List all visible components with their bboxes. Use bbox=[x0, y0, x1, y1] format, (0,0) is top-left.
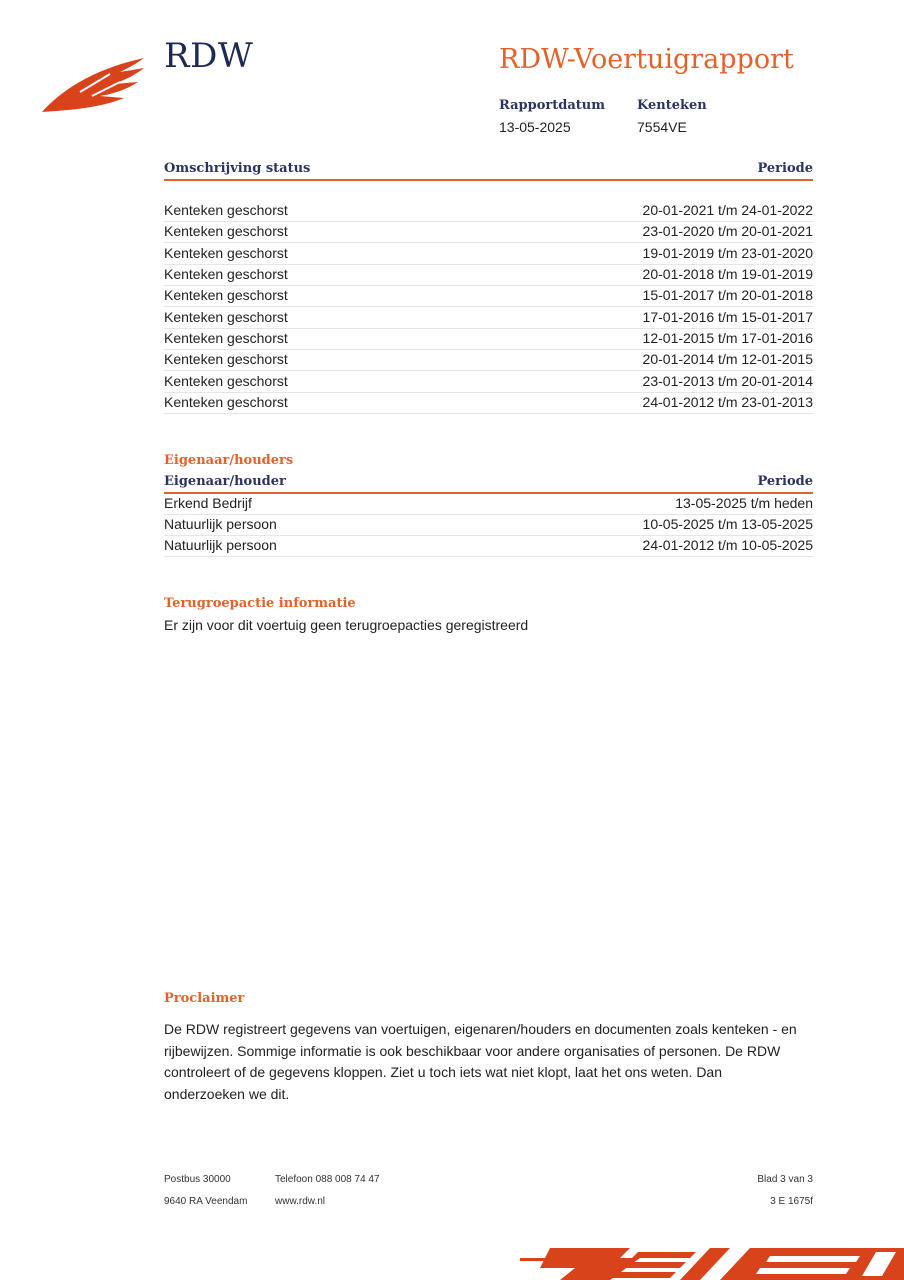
rdw-wing-logo bbox=[40, 52, 150, 116]
status-description: Kenteken geschorst bbox=[164, 373, 288, 389]
owner-row bbox=[164, 535, 813, 557]
status-header-rule bbox=[164, 179, 813, 181]
report-title: RDW-Voertuigrapport bbox=[499, 44, 794, 75]
plate-label: Kenteken bbox=[637, 98, 707, 113]
report-date-label: Rapportdatum bbox=[499, 98, 605, 113]
status-period: 23-01-2020 t/m 20-01-2021 bbox=[642, 223, 813, 239]
footer-address-line2: 9640 RA Veendam bbox=[164, 1196, 248, 1207]
status-description: Kenteken geschorst bbox=[164, 202, 288, 218]
status-description: Kenteken geschorst bbox=[164, 330, 288, 346]
report-date-value: 13-05-2025 bbox=[499, 119, 571, 135]
footer-phone: Telefoon 088 008 74 47 bbox=[275, 1174, 380, 1185]
status-period: 20-01-2018 t/m 19-01-2019 bbox=[642, 266, 813, 282]
status-col-period: Periode bbox=[757, 161, 813, 176]
owners-col-owner: Eigenaar/houder bbox=[164, 474, 286, 489]
status-period: 17-01-2016 t/m 15-01-2017 bbox=[642, 309, 813, 325]
status-row bbox=[164, 285, 813, 307]
status-row bbox=[164, 328, 813, 350]
owner-name: Erkend Bedrijf bbox=[164, 495, 252, 511]
owner-row bbox=[164, 493, 813, 515]
footer-website[interactable]: www.rdw.nl bbox=[275, 1196, 326, 1207]
owner-name: Natuurlijk persoon bbox=[164, 516, 277, 532]
status-period: 19-01-2019 t/m 23-01-2020 bbox=[642, 245, 813, 261]
status-row bbox=[164, 221, 813, 243]
owner-row bbox=[164, 514, 813, 536]
status-description: Kenteken geschorst bbox=[164, 245, 288, 261]
recall-text: Er zijn voor dit voertuig geen terugroepacties geregistreerd bbox=[164, 617, 529, 633]
status-row bbox=[164, 307, 813, 329]
footer-page-number: Blad 3 van 3 bbox=[757, 1174, 813, 1185]
status-period: 23-01-2013 t/m 20-01-2014 bbox=[642, 373, 813, 389]
owners-section-title: Eigenaar/houders bbox=[164, 453, 294, 468]
status-period: 15-01-2017 t/m 20-01-2018 bbox=[642, 287, 813, 303]
status-period: 20-01-2021 t/m 24-01-2022 bbox=[642, 202, 813, 218]
status-row bbox=[164, 243, 813, 265]
proclaimer-text: De RDW registreert gegevens van voertuigen, eigenaren/houders en documenten zoals kenteken - en rijbewijzen. Sommige informatie is ook beschikbaar voor andere organisaties of personen. De RDW controleert of de gegevens kloppen. Ziet u toch iets wat niet klopt, laat het ons weten. Dan onderzoeken we dit. bbox=[164, 1021, 797, 1102]
status-period: 24-01-2012 t/m 23-01-2013 bbox=[642, 394, 813, 410]
status-description: Kenteken geschorst bbox=[164, 351, 288, 367]
recall-section-title: Terugroepactie informatie bbox=[164, 596, 356, 611]
status-col-description: Omschrijving status bbox=[164, 161, 311, 176]
owner-period: 13-05-2025 t/m heden bbox=[675, 495, 813, 511]
status-row bbox=[164, 349, 813, 371]
decorative-stripes-graphic bbox=[520, 1242, 904, 1280]
status-description: Kenteken geschorst bbox=[164, 394, 288, 410]
owners-col-period: Periode bbox=[757, 474, 813, 489]
footer-document-code: 3 E 1675f bbox=[770, 1196, 813, 1207]
plate-value: 7554VE bbox=[637, 119, 687, 135]
status-description: Kenteken geschorst bbox=[164, 287, 288, 303]
owner-period: 24-01-2012 t/m 10-05-2025 bbox=[642, 537, 813, 553]
status-period: 12-01-2015 t/m 17-01-2016 bbox=[642, 330, 813, 346]
status-description: Kenteken geschorst bbox=[164, 309, 288, 325]
status-row bbox=[164, 392, 813, 414]
logo-text: RDW bbox=[164, 36, 254, 76]
status-description: Kenteken geschorst bbox=[164, 266, 288, 282]
status-row bbox=[164, 371, 813, 393]
owner-period: 10-05-2025 t/m 13-05-2025 bbox=[642, 516, 813, 532]
owner-name: Natuurlijk persoon bbox=[164, 537, 277, 553]
proclaimer-title: Proclaimer bbox=[164, 991, 245, 1006]
status-row bbox=[164, 264, 813, 286]
status-description: Kenteken geschorst bbox=[164, 223, 288, 239]
status-period: 20-01-2014 t/m 12-01-2015 bbox=[642, 351, 813, 367]
status-row bbox=[164, 200, 813, 222]
footer-address-line1: Postbus 30000 bbox=[164, 1174, 231, 1185]
